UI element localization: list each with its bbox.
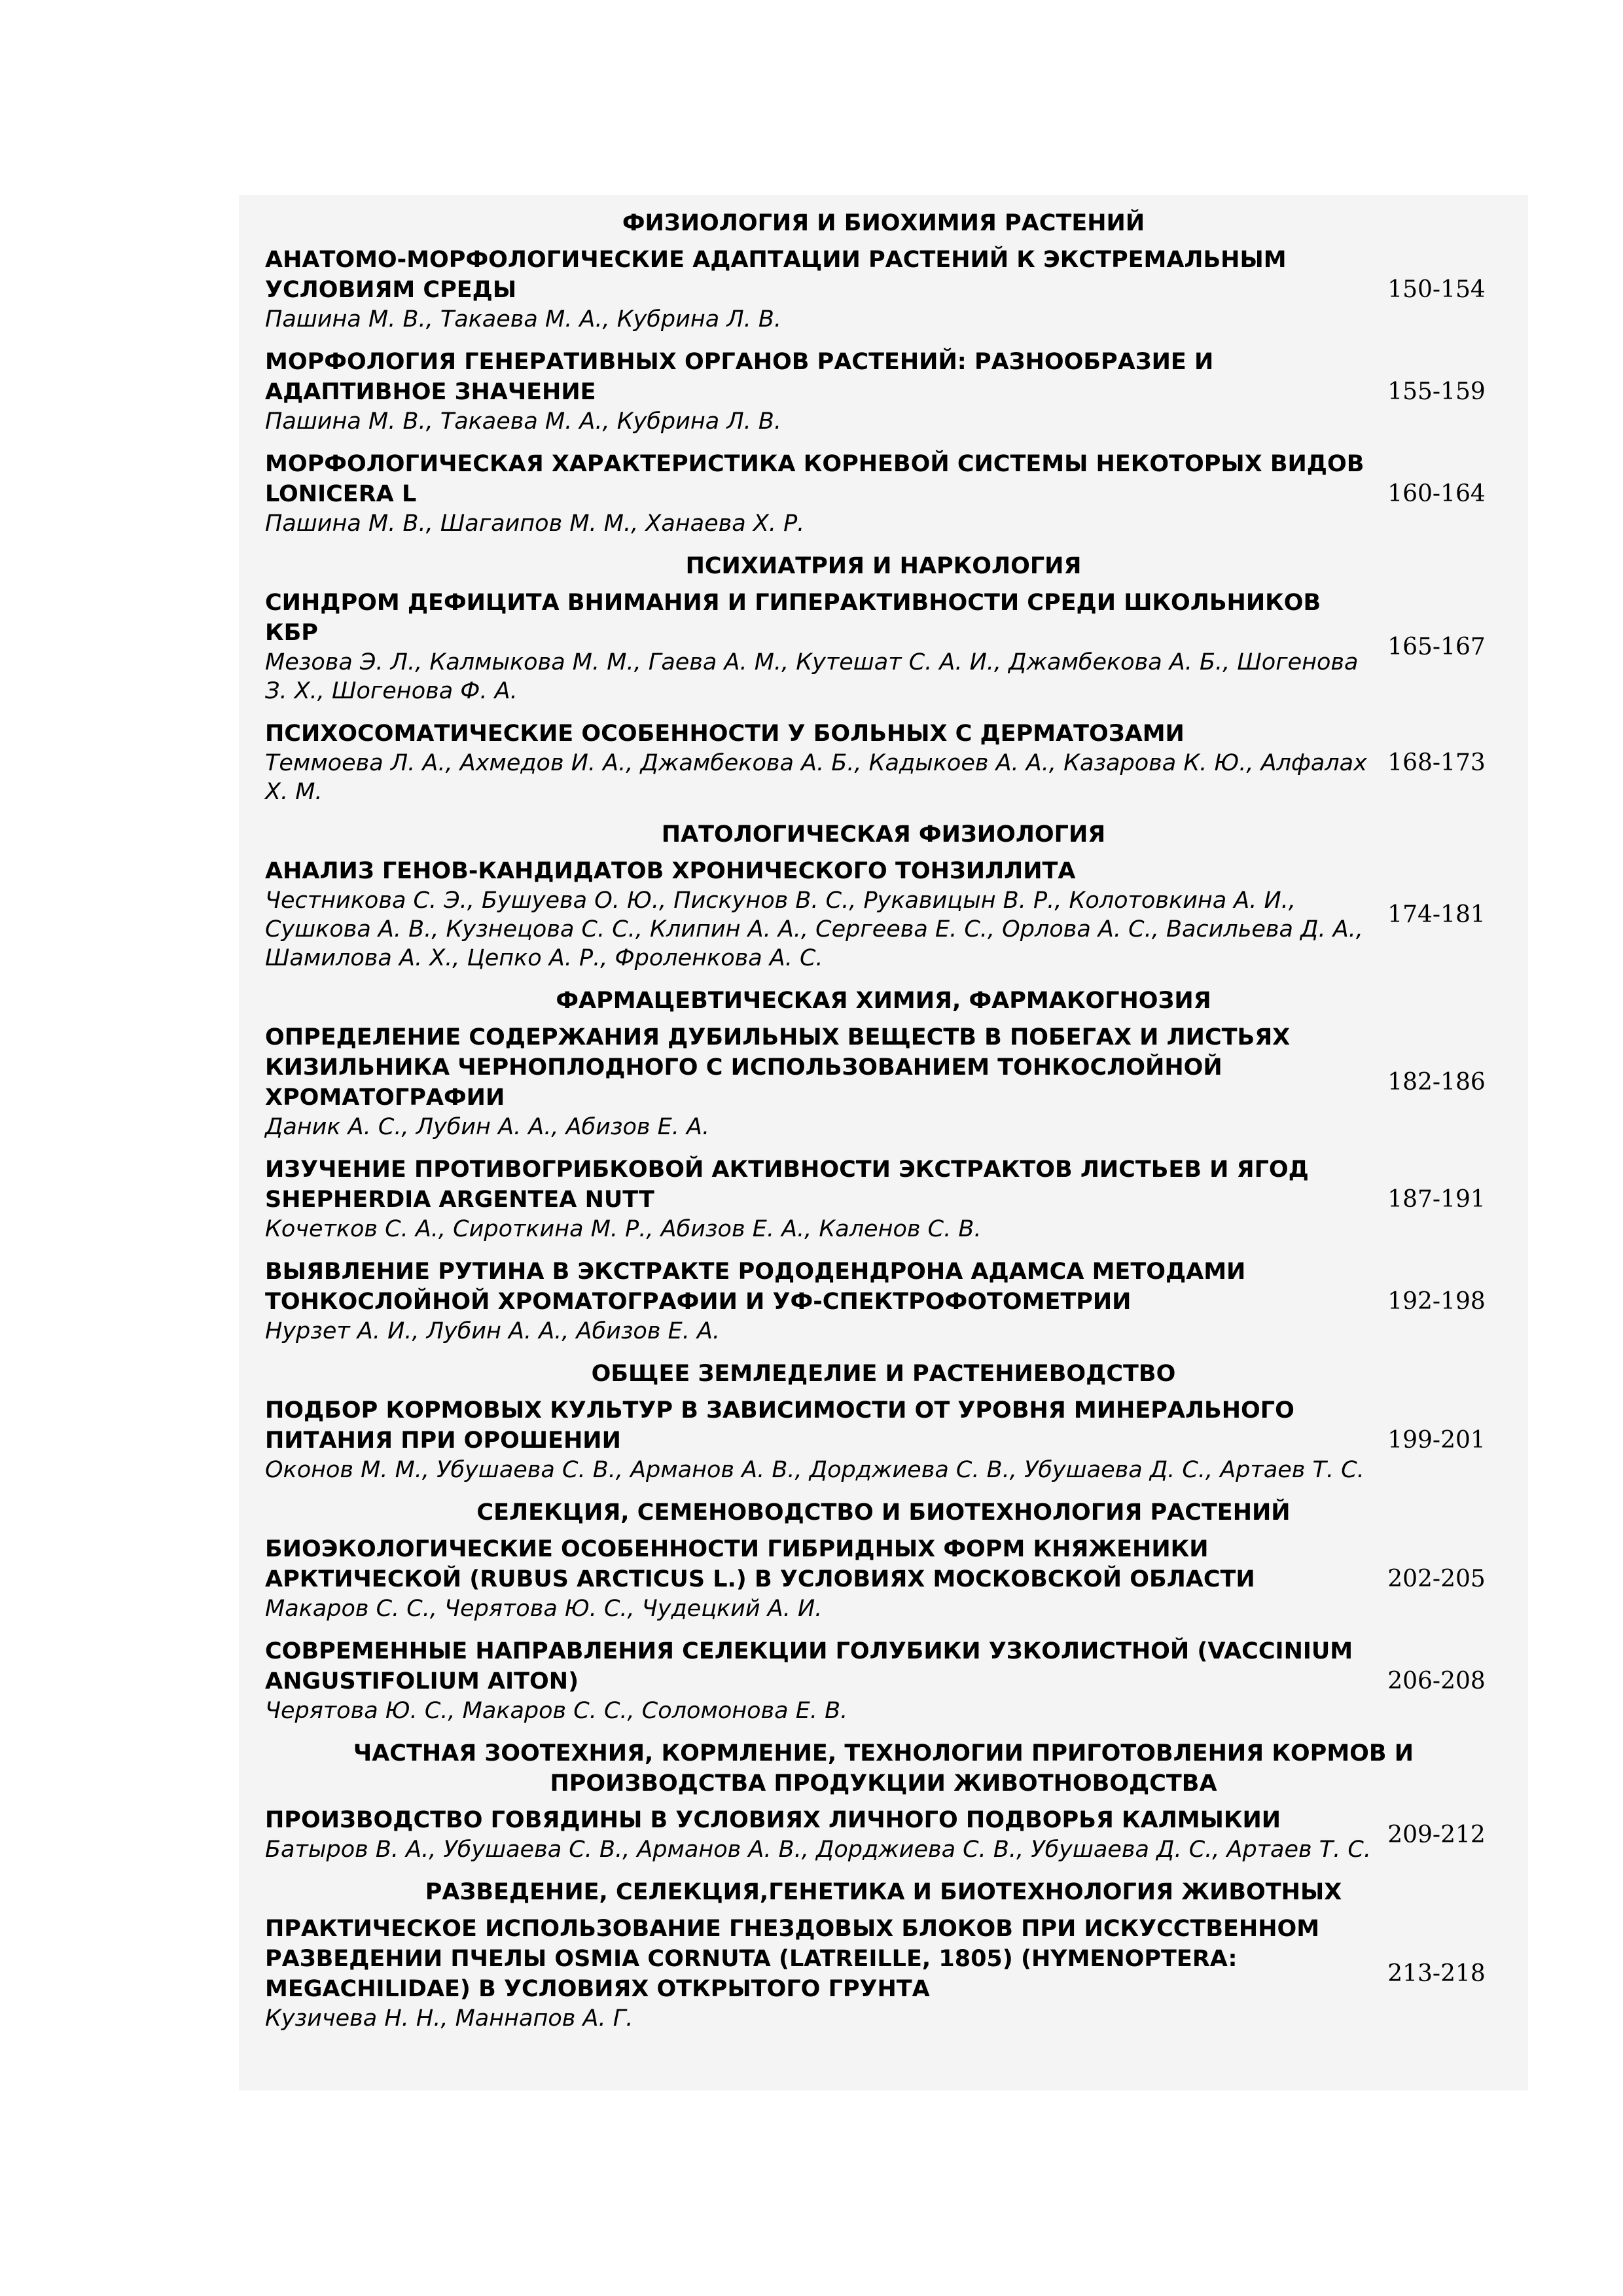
article-title: ОПРЕДЕЛЕНИЕ СОДЕРЖАНИЯ ДУБИЛЬНЫХ ВЕЩЕСТВ В ПОБЕГАХ И ЛИСТЬЯХ КИЗИЛЬНИКА ЧЕРНОПЛОДНОГО С ИСПОЛЬЗОВАНИЕМ ТОНКОСЛОЙНОЙ ХРОМАТОГРАФИИ <box>265 1024 1291 1111</box>
page-range: 209-212 <box>1387 1821 1486 1848</box>
section-heading: ФИЗИОЛОГИЯ И БИОХИМИЯ РАСТЕНИЙ <box>622 210 1145 236</box>
article-authors: Пашина М. В., Шагаипов М. М., Ханаева Х. Р. <box>265 511 805 537</box>
article-authors: Теммоева Л. А., Ахмедов И. А., Джамбекова А. Б., Кадыкоев А. А., Казарова К. Ю., Алфалах Х. М. <box>265 750 1367 805</box>
article-authors: Даник А. С., Лубин А. А., Абизов Е. А. <box>265 1114 710 1140</box>
toc-entry <box>265 1636 1528 1725</box>
article-authors: Оконов М. М., Убушаева С. В., Арманов А. В., Дорджиева С. В., Убушаева Д. С., Артаев Т. С. <box>265 1457 1364 1483</box>
article-title: ПРАКТИЧЕСКОЕ ИСПОЛЬЗОВАНИЕ ГНЕЗДОВЫХ БЛОКОВ ПРИ ИСКУССТВЕННОМ РАЗВЕДЕНИИ ПЧЕЛЫ OSMIA CORNUTA (LATREILLE, 1805) (HYMENOPTERA: MEGACHILIDAE) В УСЛОВИЯХ ОТКРЫТОГО ГРУНТА <box>265 1916 1320 2002</box>
article-title: СИНДРОМ ДЕФИЦИТА ВНИМАНИЯ И ГИПЕРАКТИВНОСТИ СРЕДИ ШКОЛЬНИКОВ КБР <box>265 590 1321 646</box>
page-range: 165-167 <box>1387 633 1486 660</box>
article-authors: Кузичева Н. Н., Маннапов А. Г. <box>265 2005 633 2032</box>
entry-text-block <box>265 1022 1371 1141</box>
article-title: БИОЭКОЛОГИЧЕСКИЕ ОСОБЕННОСТИ ГИБРИДНЫХ ФОРМ КНЯЖЕНИКИ АРКТИЧЕСКОЙ (RUBUS ARCTICUS L.) В УСЛОВИЯХ МОСКОВСКОЙ ОБЛАСТИ <box>265 1536 1255 1592</box>
toc-entry <box>265 347 1528 436</box>
article-title: МОРФОЛОГИЧЕСКАЯ ХАРАКТЕРИСТИКА КОРНЕВОЙ СИСТЕМЫ НЕКОТОРЫХ ВИДОВ LONICERA L <box>265 451 1364 507</box>
entry-text-block <box>265 1534 1371 1623</box>
toc-entry <box>265 245 1528 334</box>
section-heading: ПСИХИАТРИЯ И НАРКОЛОГИЯ <box>685 553 1082 579</box>
page-range: 202-205 <box>1387 1565 1486 1592</box>
article-title: ПСИХОСОМАТИЧЕСКИЕ ОСОБЕННОСТИ У БОЛЬНЫХ С ДЕРМАТОЗАМИ <box>265 721 1185 747</box>
article-authors: Нурзет А. И., Лубин А. А., Абизов Е. А. <box>265 1318 721 1344</box>
entry-text-block <box>265 1914 1371 2033</box>
entry-text-block <box>265 1395 1371 1484</box>
entry-text-block <box>265 856 1371 973</box>
entry-text-block <box>265 1155 1371 1244</box>
page-range: 168-173 <box>1387 749 1486 776</box>
article-authors: Батыров В. А., Убушаева С. В., Арманов А. В., Дорджиева С. В., Убушаева Д. С., Артаев Т. С. <box>265 1837 1371 1863</box>
toc-entry <box>265 449 1528 538</box>
page-range: 192-198 <box>1387 1287 1486 1315</box>
entry-text-block <box>265 245 1371 334</box>
toc-entry <box>265 856 1528 973</box>
table-of-contents <box>239 195 1528 2090</box>
article-authors: Мезова Э. Л., Калмыкова М. М., Гаева А. М., Кутешат С. А. И., Джамбекова А. Б., Шогенова З. Х., Шогенова Ф. А. <box>265 649 1359 704</box>
page-range: 206-208 <box>1387 1667 1486 1695</box>
page-range: 174-181 <box>1387 901 1486 928</box>
article-title: ИЗУЧЕНИЕ ПРОТИВОГРИБКОВОЙ АКТИВНОСТИ ЭКСТРАКТОВ ЛИСТЬЕВ И ЯГОД SHEPHERDIA ARGENTEA NUTT <box>265 1157 1309 1213</box>
entry-text-block <box>265 1805 1371 1864</box>
toc-entry <box>265 1534 1528 1623</box>
article-title: ПРОИЗВОДСТВО ГОВЯДИНЫ В УСЛОВИЯХ ЛИЧНОГО ПОДВОРЬЯ КАЛМЫКИИ <box>265 1807 1281 1833</box>
toc-entry <box>265 1805 1528 1864</box>
toc-entry <box>265 1257 1528 1346</box>
toc-entry <box>265 1395 1528 1484</box>
toc-entry <box>265 588 1528 706</box>
article-authors: Пашина М. В., Такаева М. А., Кубрина Л. В. <box>265 408 782 435</box>
entry-text-block <box>265 347 1371 436</box>
section-heading: СЕЛЕКЦИЯ, СЕМЕНОВОДСТВО И БИОТЕХНОЛОГИЯ РАСТЕНИЙ <box>476 1499 1291 1526</box>
entry-text-block <box>265 1636 1371 1725</box>
page-range: 187-191 <box>1387 1185 1486 1213</box>
page-range: 160-164 <box>1387 480 1486 507</box>
entry-text-block <box>265 449 1371 538</box>
section-heading: ФАРМАЦЕВТИЧЕСКАЯ ХИМИЯ, ФАРМАКОГНОЗИЯ <box>556 988 1211 1014</box>
page-range: 150-154 <box>1387 276 1486 303</box>
article-authors: Честникова С. Э., Бушуева О. Ю., Пискунов В. С., Рукавицын В. Р., Колотовкина А. И., Сушкова А. В., Кузнецова С. С., Клипин А. А., Сергеева Е. С., Орлова А. С., Васильева Д. А., Шамилова А. Х., Цепко А. Р., Фроленкова А. С. <box>265 888 1363 971</box>
section-heading: ЧАСТНАЯ ЗООТЕХНИЯ, КОРМЛЕНИЕ, ТЕХНОЛОГИИ ПРИГОТОВЛЕНИЯ КОРМОВ И ПРОИЗВОДСТВА ПРОДУКЦИИ ЖИВОТНОВОДСТВА <box>353 1740 1414 1797</box>
article-authors: Черятова Ю. С., Макаров С. С., Соломонова Е. В. <box>265 1698 848 1724</box>
article-title: ВЫЯВЛЕНИЕ РУТИНА В ЭКСТРАКТЕ РОДОДЕНДРОНА АДАМСА МЕТОДАМИ ТОНКОСЛОЙНОЙ ХРОМАТОГРАФИИ И УФ-СПЕКТРОФОТОМЕТРИИ <box>265 1259 1246 1315</box>
article-title: АНАЛИЗ ГЕНОВ-КАНДИДАТОВ ХРОНИЧЕСКОГО ТОНЗИЛЛИТА <box>265 858 1076 884</box>
toc-entry <box>265 1022 1528 1141</box>
page-range: 213-218 <box>1387 1960 1486 1987</box>
entry-text-block <box>265 719 1371 806</box>
page-range: 182-186 <box>1387 1068 1486 1096</box>
section-heading: ПАТОЛОГИЧЕСКАЯ ФИЗИОЛОГИЯ <box>661 821 1106 848</box>
section-heading: РАЗВЕДЕНИЕ, СЕЛЕКЦИЯ,ГЕНЕТИКА И БИОТЕХНОЛОГИЯ ЖИВОТНЫХ <box>425 1879 1342 1905</box>
article-title: ПОДБОР КОРМОВЫХ КУЛЬТУР В ЗАВИСИМОСТИ ОТ УРОВНЯ МИНЕРАЛЬНОГО ПИТАНИЯ ПРИ ОРОШЕНИИ <box>265 1397 1294 1454</box>
article-title: СОВРЕМЕННЫЕ НАПРАВЛЕНИЯ СЕЛЕКЦИИ ГОЛУБИКИ УЗКОЛИСТНОЙ (VACCINIUM ANGUSTIFOLIUM AITON) <box>265 1638 1353 1695</box>
page-range: 199-201 <box>1387 1426 1486 1454</box>
article-title: МОРФОЛОГИЯ ГЕНЕРАТИВНЫХ ОРГАНОВ РАСТЕНИЙ: РАЗНООБРАЗИЕ И АДАПТИВНОЕ ЗНАЧЕНИЕ <box>265 349 1214 405</box>
article-authors: Макаров С. С., Черятова Ю. С., Чудецкий А. И. <box>265 1596 823 1622</box>
section-heading: ОБЩЕЕ ЗЕМЛЕДЕЛИЕ И РАСТЕНИЕВОДСТВО <box>591 1361 1176 1387</box>
toc-entry <box>265 1155 1528 1244</box>
entry-text-block <box>265 1257 1371 1346</box>
entry-text-block <box>265 588 1371 706</box>
toc-entry <box>265 719 1528 806</box>
toc-entry <box>265 1914 1528 2033</box>
article-authors: Кочетков С. А., Сироткина М. Р., Абизов Е. А., Каленов С. В. <box>265 1216 982 1242</box>
page-range: 155-159 <box>1387 378 1486 405</box>
article-authors: Пашина М. В., Такаева М. А., Кубрина Л. В. <box>265 306 782 332</box>
article-title: АНАТОМО-МОРФОЛОГИЧЕСКИЕ АДАПТАЦИИ РАСТЕНИЙ К ЭКСТРЕМАЛЬНЫМ УСЛОВИЯМ СРЕДЫ <box>265 247 1287 303</box>
